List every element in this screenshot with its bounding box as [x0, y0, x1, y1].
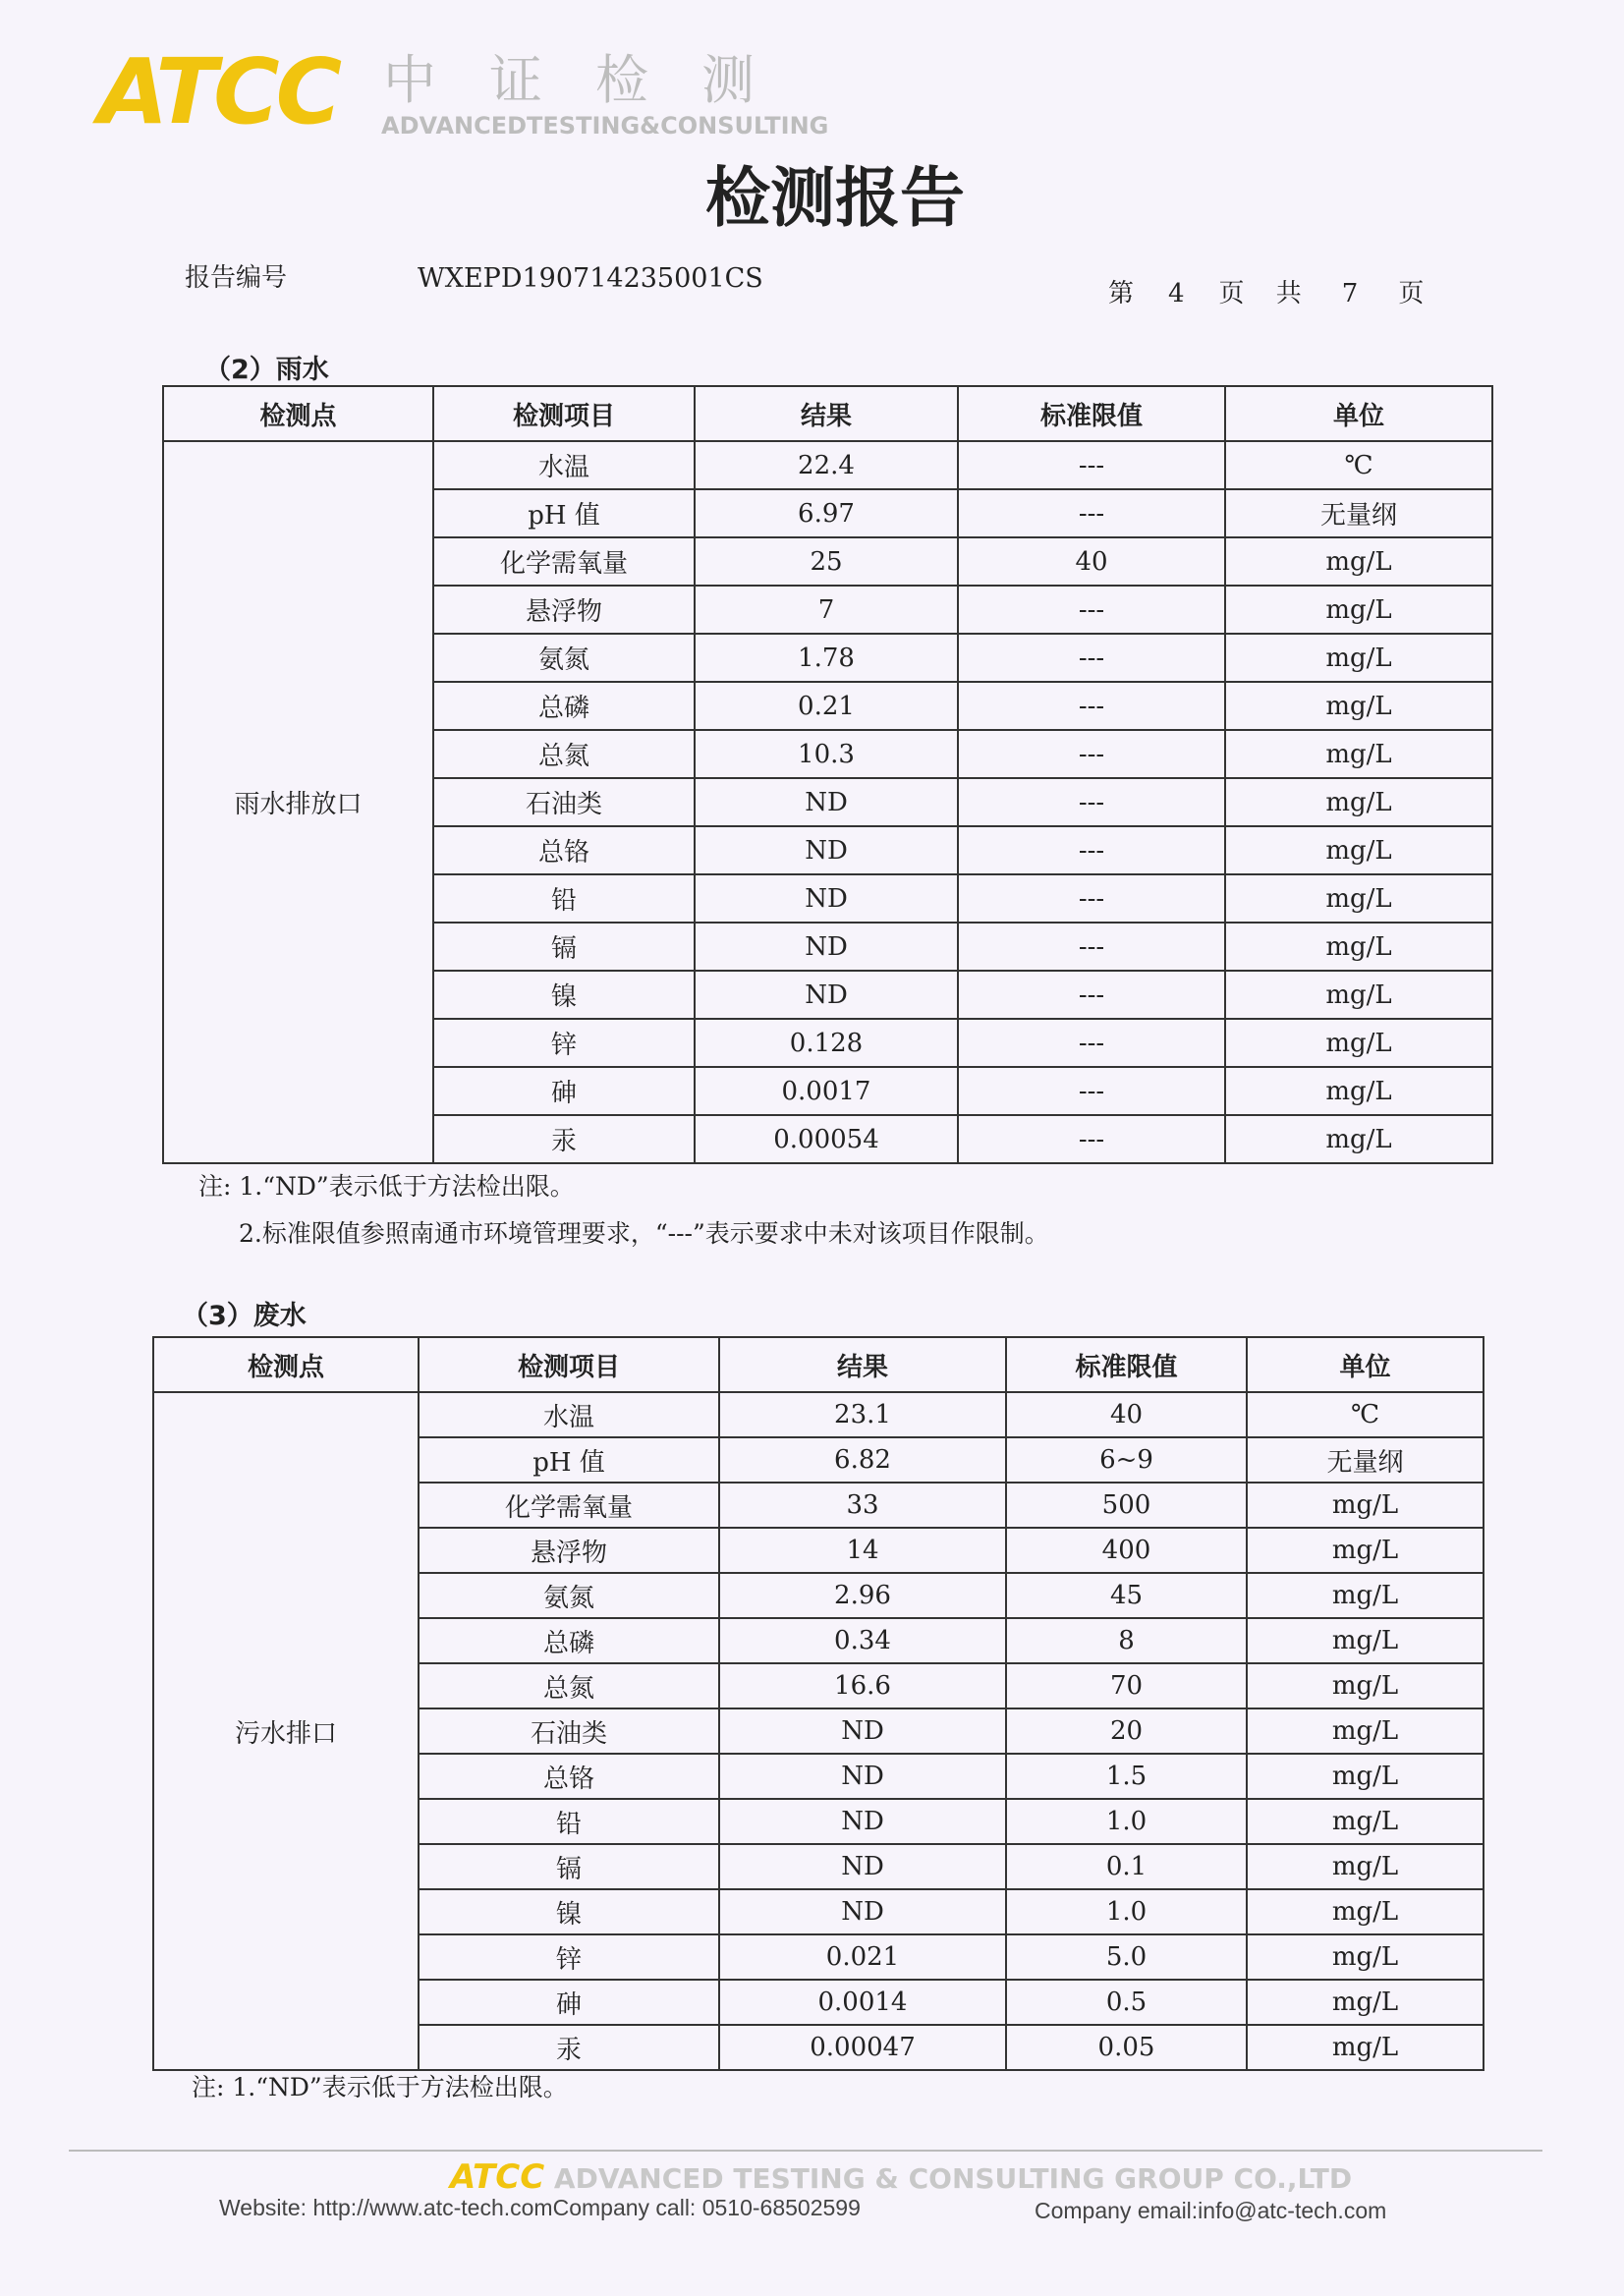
- waste-unit-cell: mg/L: [1247, 1618, 1484, 1663]
- page-prefix: 第: [1108, 279, 1135, 308]
- rain-test-item-cell: 镍: [433, 971, 695, 1019]
- rain-limit-cell: ---: [958, 634, 1225, 682]
- page-total: 7: [1341, 279, 1359, 308]
- rain-unit-cell: mg/L: [1225, 874, 1492, 923]
- rain-unit-cell: mg/L: [1225, 634, 1492, 682]
- waste-unit-cell: mg/L: [1247, 1844, 1484, 1889]
- rain-result-cell: ND: [695, 778, 958, 826]
- waste-unit-cell: mg/L: [1247, 1483, 1484, 1528]
- waste-results-table: [152, 1336, 1484, 2071]
- waste-test-item-cell: 铅: [419, 1799, 719, 1844]
- rain-test-item-cell: 汞: [433, 1115, 695, 1163]
- waste-limit-cell: 8: [1006, 1618, 1247, 1663]
- rain-note-2: 2.标准限值参照南通市环境管理要求，“---”表示要求中未对该项目作限制。: [239, 1219, 1049, 1248]
- rain-header-limit: 标准限值: [958, 386, 1225, 441]
- waste-result-cell: ND: [719, 1708, 1006, 1754]
- rain-test-item-cell: 悬浮物: [433, 586, 695, 634]
- rain-test-item-cell: 化学需氧量: [433, 537, 695, 586]
- rain-unit-cell: mg/L: [1225, 1019, 1492, 1067]
- rain-header-result: 结果: [695, 386, 958, 441]
- waste-header-item: 检测项目: [419, 1337, 719, 1392]
- rain-unit-cell: ℃: [1225, 441, 1492, 489]
- waste-limit-cell: 45: [1006, 1573, 1247, 1618]
- waste-test-item-cell: 镉: [419, 1844, 719, 1889]
- waste-result-cell: 6.82: [719, 1437, 1006, 1483]
- rain-result-cell: 0.21: [695, 682, 958, 730]
- rain-header-point: 检测点: [163, 386, 433, 441]
- waste-sampling-point: 污水排口: [153, 1392, 419, 2070]
- rain-test-item-cell: 总磷: [433, 682, 695, 730]
- rain-sampling-point: 雨水排放口: [163, 441, 433, 1163]
- waste-result-cell: 0.021: [719, 1934, 1006, 1980]
- rain-result-cell: 22.4: [695, 441, 958, 489]
- rain-unit-cell: 无量纲: [1225, 489, 1492, 537]
- waste-unit-cell: mg/L: [1247, 1934, 1484, 1980]
- waste-result-cell: ND: [719, 1754, 1006, 1799]
- rain-result-cell: 0.00054: [695, 1115, 958, 1163]
- rain-limit-cell: 40: [958, 537, 1225, 586]
- rain-test-item-cell: 铅: [433, 874, 695, 923]
- rain-test-item-cell: 总氮: [433, 730, 695, 778]
- logo-brand: ATCC: [98, 39, 339, 144]
- rain-header-unit: 单位: [1225, 386, 1492, 441]
- rain-test-item-cell: 石油类: [433, 778, 695, 826]
- rain-result-cell: ND: [695, 874, 958, 923]
- rain-test-item-cell: 锌: [433, 1019, 695, 1067]
- waste-header-limit: 标准限值: [1006, 1337, 1247, 1392]
- waste-result-cell: ND: [719, 1844, 1006, 1889]
- page-current: 4: [1168, 279, 1185, 308]
- waste-limit-cell: 1.0: [1006, 1799, 1247, 1844]
- waste-result-cell: 23.1: [719, 1392, 1006, 1437]
- rain-header-item: 检测项目: [433, 386, 695, 441]
- waste-unit-cell: mg/L: [1247, 1528, 1484, 1573]
- rain-result-cell: 25: [695, 537, 958, 586]
- waste-test-item-cell: pH 值: [419, 1437, 719, 1483]
- rain-limit-cell: ---: [958, 971, 1225, 1019]
- logo-english: ADVANCEDTESTING&CONSULTING: [381, 112, 829, 140]
- waste-test-item-cell: 悬浮物: [419, 1528, 719, 1573]
- rain-limit-cell: ---: [958, 730, 1225, 778]
- rain-unit-cell: mg/L: [1225, 586, 1492, 634]
- waste-result-cell: 0.0014: [719, 1980, 1006, 2025]
- rain-unit-cell: mg/L: [1225, 1115, 1492, 1163]
- rain-unit-cell: mg/L: [1225, 537, 1492, 586]
- report-title: 检测报告: [705, 160, 965, 236]
- rain-test-item-cell: 水温: [433, 441, 695, 489]
- footer-brand: ATCC: [450, 2157, 545, 2197]
- waste-test-item-cell: 总氮: [419, 1663, 719, 1708]
- waste-result-cell: 0.34: [719, 1618, 1006, 1663]
- rain-limit-cell: ---: [958, 586, 1225, 634]
- footer-company-name: ADVANCED TESTING & CONSULTING GROUP CO.,LTD: [553, 2162, 1353, 2195]
- rain-unit-cell: mg/L: [1225, 826, 1492, 874]
- rain-unit-cell: mg/L: [1225, 923, 1492, 971]
- waste-result-cell: 2.96: [719, 1573, 1006, 1618]
- rain-unit-cell: mg/L: [1225, 682, 1492, 730]
- rain-result-cell: ND: [695, 923, 958, 971]
- waste-result-cell: 33: [719, 1483, 1006, 1528]
- page-middle: 页 共: [1218, 279, 1302, 308]
- rain-result-cell: 7: [695, 586, 958, 634]
- waste-unit-cell: mg/L: [1247, 1889, 1484, 1934]
- waste-limit-cell: 1.0: [1006, 1889, 1247, 1934]
- waste-limit-cell: 20: [1006, 1708, 1247, 1754]
- rain-limit-cell: ---: [958, 1067, 1225, 1115]
- rain-result-cell: 1.78: [695, 634, 958, 682]
- waste-test-item-cell: 石油类: [419, 1708, 719, 1754]
- waste-test-item-cell: 总铬: [419, 1754, 719, 1799]
- table-row: [163, 441, 1492, 489]
- waste-test-item-cell: 镍: [419, 1889, 719, 1934]
- waste-limit-cell: 400: [1006, 1528, 1247, 1573]
- waste-limit-cell: 6~9: [1006, 1437, 1247, 1483]
- waste-result-cell: ND: [719, 1799, 1006, 1844]
- rain-test-item-cell: 氨氮: [433, 634, 695, 682]
- waste-unit-cell: 无量纲: [1247, 1437, 1484, 1483]
- waste-limit-cell: 40: [1006, 1392, 1247, 1437]
- rain-unit-cell: mg/L: [1225, 1067, 1492, 1115]
- page-suffix: 页: [1398, 279, 1425, 308]
- rain-result-cell: ND: [695, 826, 958, 874]
- waste-test-item-cell: 氨氮: [419, 1573, 719, 1618]
- waste-limit-cell: 500: [1006, 1483, 1247, 1528]
- rain-test-item-cell: 总铬: [433, 826, 695, 874]
- waste-note-1: 注: 1.“ND”表示低于方法检出限。: [192, 2073, 568, 2101]
- rain-limit-cell: ---: [958, 826, 1225, 874]
- rain-header-row: [163, 386, 1492, 441]
- waste-unit-cell: mg/L: [1247, 1754, 1484, 1799]
- waste-limit-cell: 0.1: [1006, 1844, 1247, 1889]
- waste-unit-cell: ℃: [1247, 1392, 1484, 1437]
- rain-limit-cell: ---: [958, 1019, 1225, 1067]
- rain-result-cell: 6.97: [695, 489, 958, 537]
- waste-unit-cell: mg/L: [1247, 1980, 1484, 2025]
- rain-unit-cell: mg/L: [1225, 971, 1492, 1019]
- rain-note-1: 注: 1.“ND”表示低于方法检出限。: [198, 1172, 575, 1201]
- waste-test-item-cell: 化学需氧量: [419, 1483, 719, 1528]
- rain-result-cell: ND: [695, 971, 958, 1019]
- waste-section-title: （3）废水: [182, 1301, 307, 1331]
- rain-test-item-cell: pH 值: [433, 489, 695, 537]
- waste-result-cell: 0.00047: [719, 2025, 1006, 2070]
- waste-test-item-cell: 锌: [419, 1934, 719, 1980]
- rain-limit-cell: ---: [958, 682, 1225, 730]
- footer-company: [450, 2157, 1352, 2197]
- waste-limit-cell: 70: [1006, 1663, 1247, 1708]
- rain-limit-cell: ---: [958, 489, 1225, 537]
- rain-limit-cell: ---: [958, 778, 1225, 826]
- rain-limit-cell: ---: [958, 874, 1225, 923]
- rain-result-cell: 0.128: [695, 1019, 958, 1067]
- waste-header-row: [153, 1337, 1484, 1392]
- rain-results-table: [162, 385, 1493, 1164]
- report-number-label: 报告编号: [185, 263, 288, 293]
- waste-result-cell: 16.6: [719, 1663, 1006, 1708]
- waste-header-point: 检测点: [153, 1337, 419, 1392]
- waste-test-item-cell: 水温: [419, 1392, 719, 1437]
- footer-website: Website: http://www.atc-tech.comCompany call: 0510-68502599: [219, 2195, 861, 2220]
- rain-result-cell: 10.3: [695, 730, 958, 778]
- waste-test-item-cell: 汞: [419, 2025, 719, 2070]
- waste-header-result: 结果: [719, 1337, 1006, 1392]
- rain-limit-cell: ---: [958, 441, 1225, 489]
- rain-limit-cell: ---: [958, 923, 1225, 971]
- rain-section-title: （2）雨水: [204, 355, 329, 385]
- rain-unit-cell: mg/L: [1225, 730, 1492, 778]
- waste-unit-cell: mg/L: [1247, 1708, 1484, 1754]
- waste-limit-cell: 5.0: [1006, 1934, 1247, 1980]
- rain-test-item-cell: 镉: [433, 923, 695, 971]
- waste-unit-cell: mg/L: [1247, 1663, 1484, 1708]
- rain-result-cell: 0.0017: [695, 1067, 958, 1115]
- footer-email: Company email:info@atc-tech.com: [1035, 2198, 1387, 2223]
- rain-test-item-cell: 砷: [433, 1067, 695, 1115]
- waste-result-cell: ND: [719, 1889, 1006, 1934]
- rain-unit-cell: mg/L: [1225, 778, 1492, 826]
- page-indicator: [1108, 273, 1424, 309]
- waste-unit-cell: mg/L: [1247, 1573, 1484, 1618]
- report-number: WXEPD190714235001CS: [418, 263, 763, 294]
- table-row: [153, 1392, 1484, 1437]
- waste-unit-cell: mg/L: [1247, 2025, 1484, 2070]
- waste-header-unit: 单位: [1247, 1337, 1484, 1392]
- waste-test-item-cell: 砷: [419, 1980, 719, 2025]
- company-logo: [98, 39, 845, 145]
- logo-chinese: 中证检测: [383, 49, 808, 111]
- waste-unit-cell: mg/L: [1247, 1799, 1484, 1844]
- waste-test-item-cell: 总磷: [419, 1618, 719, 1663]
- waste-result-cell: 14: [719, 1528, 1006, 1573]
- waste-limit-cell: 0.5: [1006, 1980, 1247, 2025]
- footer-divider: [69, 2150, 1542, 2152]
- waste-limit-cell: 1.5: [1006, 1754, 1247, 1799]
- rain-limit-cell: ---: [958, 1115, 1225, 1163]
- waste-limit-cell: 0.05: [1006, 2025, 1247, 2070]
